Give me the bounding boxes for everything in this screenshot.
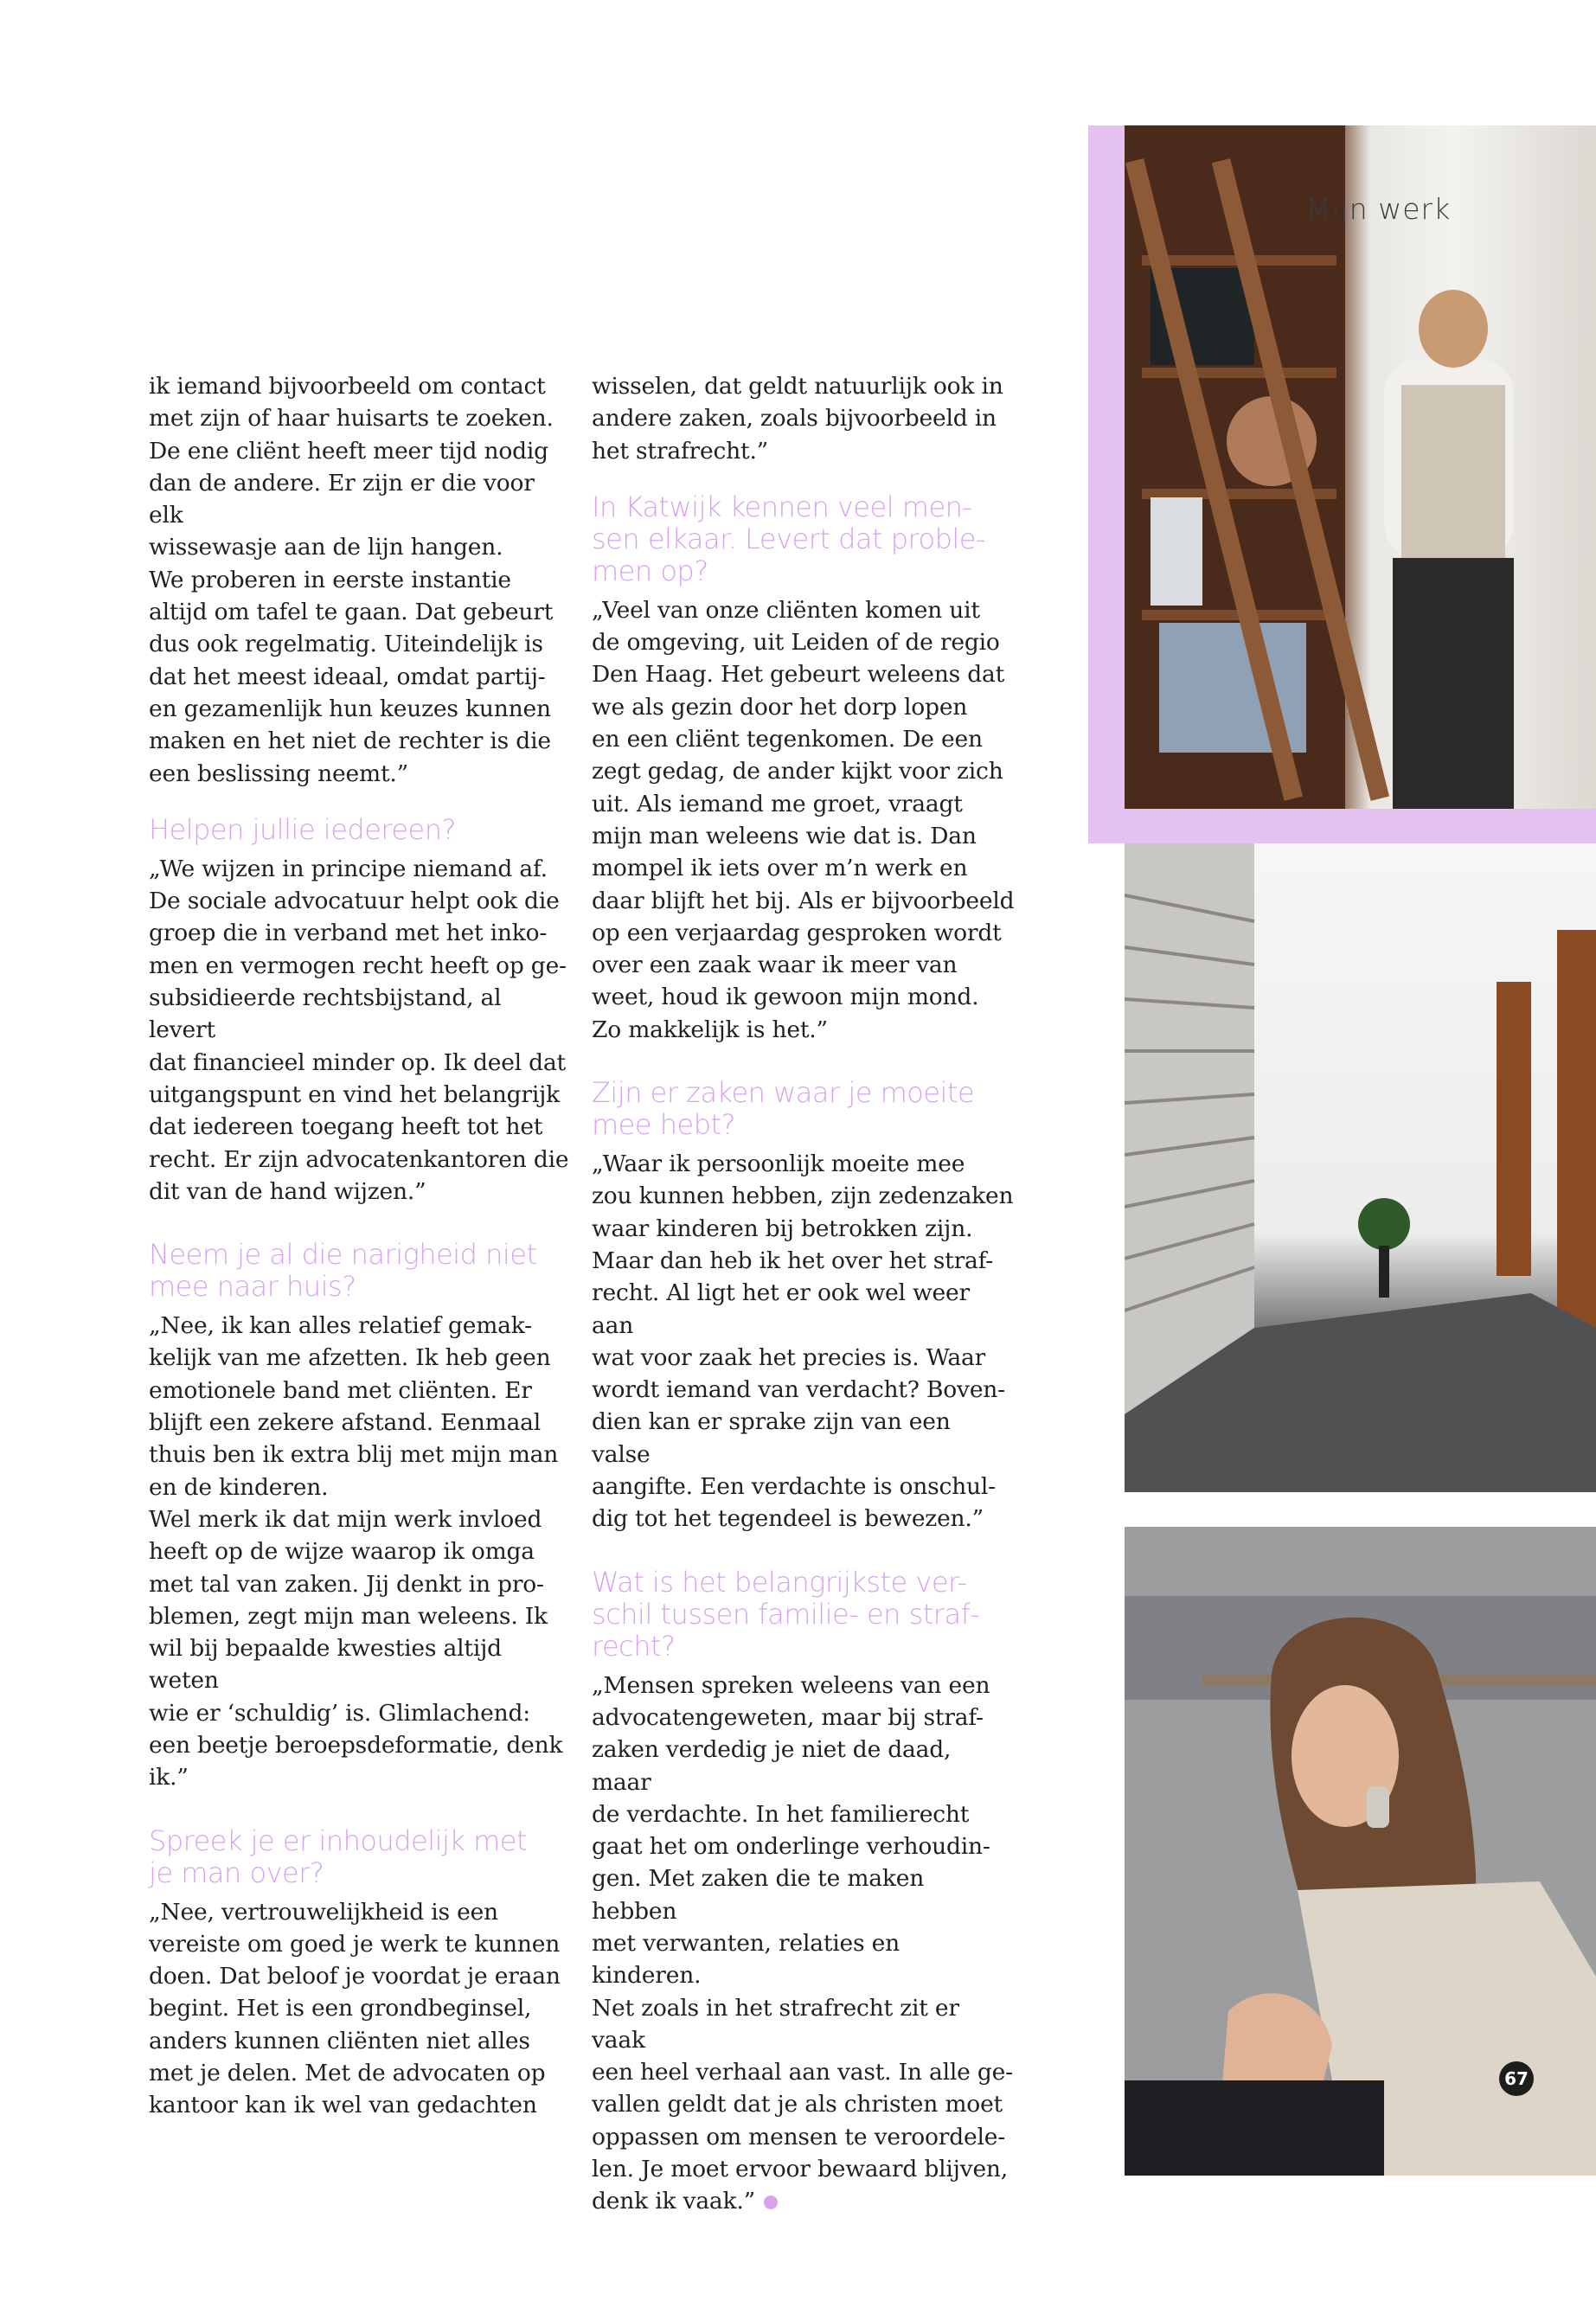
question-heading: In Katwijk kennen veel men- sen elkaar. Levert dat proble- men op? (592, 490, 986, 587)
question-heading: Zijn er zaken waar je moeite mee hebt? (592, 1076, 975, 1142)
section-label: Mijn werk (1306, 192, 1452, 226)
question-heading: Neem je al die narigheid niet mee naar huis? (149, 1238, 537, 1304)
photo-hallway (1125, 843, 1596, 1492)
article-column-middle (592, 370, 1016, 2218)
answer-text: „Mensen spreken weleens van een advocatengeweten, maar bij straf- zaken verdedig je niet de daad, maar de verdachte. In het familierecht gaat het om onderlinge verhoudin- gen. Met zaken die te maken hebben met verwanten, relaties en kinderen. Net zoals in het strafrecht zit er vaak een heel verhaal aan vast. In alle ge- vallen geldt dat je als christen moet oppassen om mensen te veroordele- len. Je moet ervoor bewaard blijven, denk ik vaak.” (592, 1671, 1013, 2215)
question-heading: Helpen jullie iedereen? (149, 812, 456, 846)
answer-paragraph: „Nee, vertrouwelijkheid is een vereiste om goed je werk te kunnen doen. Dat beloof je voordat je eraan begint. Het is een grondbeginsel, anders kunnen cliënten niet alles met je delen. Met de advocaten op kantoor kan ik wel van gedachten (149, 1898, 561, 2119)
answer-paragraph: „Nee, ik kan alles relatief gemak- kelijk van me afzetten. Ik heb geen emotionele band met cliënten. Er blijft een zekere afstand. Eenmaal thuis ben ik extra blij met mijn man en de kinderen. Wel merk ik dat mijn werk invloed heeft op de wijze waarop ik omga met tal van zaken. Jij denkt in pro- blemen, zegt mijn man weleens. Ik wil bij bepaalde kwesties altijd weten wie er ‘schuldig’ is. Glimlachend: een beetje beroepsdeformatie, denk ik.” (149, 1312, 563, 1791)
question-heading: Wat is het belangrijkste ver- schil tussen familie- en straf- recht? (592, 1565, 980, 1663)
page-number-badge: 67 (1499, 2061, 1534, 2096)
end-of-article-dot (764, 2195, 778, 2209)
library-illustration (1125, 125, 1596, 809)
hallway-illustration (1125, 843, 1596, 1492)
article-column-left (149, 370, 573, 2122)
answer-paragraph: „Waar ik persoonlijk moeite mee zou kunnen hebben, zijn zedenzaken waar kinderen bij betrokken zijn. Maar dan heb ik het over het straf- recht. Al ligt het er ook wel weer aan wat voor zaak het precies is. Waar wordt iemand van verdacht? Boven- dien kan er sprake zijn van een valse aangifte. Een verdachte is onschul- dig tot het tegendeel is bewezen.” (592, 1150, 1014, 1533)
photo-library-bookcase (1125, 125, 1596, 809)
body-paragraph: wisselen, dat geldt natuurlijk ook in andere zaken, zoals bijvoorbeeld in het strafrecht.” (592, 373, 1003, 465)
answer-paragraph: „We wijzen in principe niemand af. De sociale advocatuur helpt ook die groep die in verband met het inko- men en vermogen recht heeft op ge- subsidieerde rechtsbijstand, al levert dat financieel minder op. Ik deel dat uitgangspunt en vind het belangrijk dat iedereen toegang heeft tot het recht. Er zijn advocatenkantoren die dit van de hand wijzen.” (149, 855, 569, 1205)
answer-paragraph: „Veel van onze cliënten komen uit de omgeving, uit Leiden of de regio Den Haag. Het gebeurt weleens dat we als gezin door het dorp lopen en een cliënt tegenkomen. De een zegt gedag, de ander kijkt voor zich uit. Als iemand me groet, vraagt mijn man weleens wie dat is. Dan mompel ik iets over m’n werk en daar blijft het bij. Als er bijvoorbeeld op een verjaardag gesproken wordt over een zaak waar ik meer van weet, houd ik gewoon mijn mond. Zo makkelijk is het.” (592, 596, 1015, 1043)
body-paragraph: ik iemand bijvoorbeeld om contact met zijn of haar huisarts te zoeken. De ene cliënt heeft meer tijd nodig dan de andere. Er zijn er die voor elk wissewasje aan de lijn hangen. We proberen in eerste instantie altijd om tafel te gaan. Dat gebeurt dus ook regelmatig. Uiteindelijk is dat het meest ideaal, omdat partij- en gezamenlijk hun keuzes kunnen maken en het niet de rechter is die een beslissing neemt.” (149, 373, 554, 787)
lilac-accent-strip (1088, 809, 1596, 843)
answer-paragraph (592, 1670, 1016, 2218)
lilac-accent-band (1088, 125, 1125, 843)
question-heading: Spreek je er inhoudelijk met je man over? (149, 1823, 528, 1889)
